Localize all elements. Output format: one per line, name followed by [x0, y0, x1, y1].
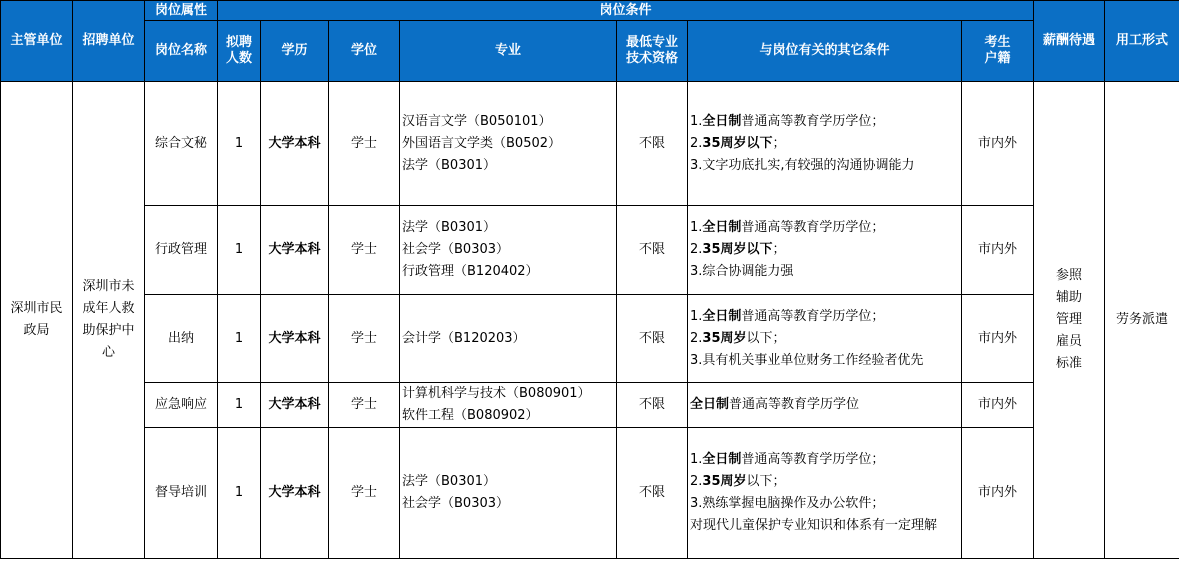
condition-bold: 全日制 [690, 397, 730, 412]
header-major: 专业 [400, 21, 617, 82]
hukou-cell: 市内外 [962, 428, 1034, 559]
other-conditions-cell [688, 383, 962, 428]
recruit-unit-cell: 深圳市未成年人救助保护中心 [73, 82, 145, 559]
min-qual-cell: 不限 [617, 295, 688, 383]
other-conditions-cell [688, 295, 962, 383]
condition-prefix: 1. [690, 308, 703, 324]
header-education: 学历 [261, 21, 329, 82]
employ-cell: 劳务派遣 [1105, 82, 1179, 559]
major-item: 社会学（B0303） [402, 496, 510, 511]
education-cell: 大学本科 [261, 428, 329, 559]
condition-line [690, 493, 959, 515]
min-qual-cell: 不限 [617, 428, 688, 559]
degree-cell: 学士 [329, 295, 400, 383]
count-cell: 1 [218, 383, 261, 428]
salary-cell: 参照辅助管理雇员标准 [1034, 82, 1105, 559]
condition-prefix: 2. [690, 474, 703, 489]
major-item: 会计学（B120203） [402, 330, 526, 346]
education-cell: 大学本科 [261, 206, 329, 295]
major-cell [400, 82, 617, 206]
table-row [1, 82, 1179, 206]
header-hukou: 考生 户籍 [962, 21, 1034, 82]
condition-line [690, 471, 959, 493]
condition-prefix: 2. [690, 330, 703, 346]
major-cell [400, 295, 617, 383]
main-unit-cell: 深圳市民政局 [1, 82, 73, 559]
other-conditions-cell [688, 82, 962, 206]
condition-suffix: 普通高等教育学历学位； [741, 220, 885, 235]
degree-cell: 学士 [329, 82, 400, 206]
condition-line [690, 306, 959, 328]
min-qual-cell: 不限 [617, 82, 688, 206]
count-cell: 1 [218, 428, 261, 559]
education-cell: 大学本科 [261, 383, 329, 428]
condition-bold: 35周岁以下 [702, 135, 773, 151]
header-recruit-unit: 招聘单位 [73, 1, 145, 82]
header-post-name: 岗位名称 [145, 21, 218, 82]
condition-line [690, 515, 959, 537]
post-name-cell: 行政管理 [145, 206, 218, 295]
condition-prefix: 3.综合协调能力强 [690, 264, 794, 279]
count-cell: 1 [218, 206, 261, 295]
education-cell: 大学本科 [261, 295, 329, 383]
condition-prefix: 3.具有机关事业单位财务工作经验者优先 [690, 352, 924, 368]
condition-line [690, 350, 959, 372]
table-row [1, 206, 1179, 295]
table-row [1, 295, 1179, 383]
post-name-cell: 出纳 [145, 295, 218, 383]
condition-line [690, 449, 959, 471]
hukou-cell: 市内外 [962, 206, 1034, 295]
condition-suffix: 以下； [746, 330, 786, 346]
header-degree: 学位 [329, 21, 400, 82]
major-cell [400, 206, 617, 295]
condition-bold: 全日制 [702, 220, 742, 235]
header-salary: 薪酬待遇 [1034, 1, 1105, 82]
header-post-cond: 岗位条件 [218, 1, 1034, 21]
post-name-cell: 督导培训 [145, 428, 218, 559]
condition-bold: 35周岁 [702, 330, 747, 346]
degree-cell: 学士 [329, 206, 400, 295]
condition-bold: 全日制 [702, 308, 742, 324]
table-row [1, 383, 1179, 428]
hukou-cell: 市内外 [962, 295, 1034, 383]
major-item: 汉语言文学（B050101） [402, 113, 552, 129]
condition-line [690, 111, 959, 133]
other-conditions-cell [688, 206, 962, 295]
post-name-cell: 综合文秘 [145, 82, 218, 206]
hukou-cell: 市内外 [962, 82, 1034, 206]
header-min-qual: 最低专业 技术资格 [617, 21, 688, 82]
min-qual-cell: 不限 [617, 206, 688, 295]
condition-prefix: 1. [690, 220, 703, 235]
degree-cell: 学士 [329, 383, 400, 428]
condition-suffix: ； [772, 242, 786, 257]
major-item: 软件工程（B080902） [402, 408, 539, 423]
condition-line [690, 261, 959, 283]
count-cell: 1 [218, 295, 261, 383]
major-cell [400, 383, 617, 428]
major-cell [400, 428, 617, 559]
condition-suffix: ； [772, 135, 786, 151]
condition-prefix: 1. [690, 113, 703, 129]
other-conditions-cell [688, 428, 962, 559]
condition-line [690, 239, 959, 261]
condition-prefix: 对现代儿童保护专业知识和体系有一定理解 [690, 518, 938, 533]
header-employ: 用工形式 [1105, 1, 1179, 82]
header-post-attr: 岗位属性 [145, 1, 218, 21]
header-main-unit: 主管单位 [1, 1, 73, 82]
condition-prefix: 3.熟练掌握电脑操作及办公软件； [690, 496, 885, 511]
condition-suffix: 普通高等教育学历学位； [741, 308, 885, 324]
major-item: 计算机科学与技术（B080901） [402, 386, 591, 401]
condition-line [690, 155, 959, 177]
major-item: 法学（B0301） [402, 474, 497, 489]
condition-prefix: 1. [690, 452, 703, 467]
major-item: 法学（B0301） [402, 220, 497, 235]
min-qual-cell: 不限 [617, 383, 688, 428]
condition-prefix: 2. [690, 135, 703, 151]
major-item: 行政管理（B120402） [402, 264, 539, 279]
condition-bold: 全日制 [702, 452, 742, 467]
condition-prefix: 3.文字功底扎实,有较强的沟通协调能力 [690, 157, 915, 173]
condition-bold: 35周岁 [702, 474, 747, 489]
condition-bold: 35周岁以下 [702, 242, 773, 257]
major-item: 法学（B0301） [402, 157, 497, 173]
education-cell: 大学本科 [261, 82, 329, 206]
condition-bold: 全日制 [702, 113, 742, 129]
condition-line [690, 217, 959, 239]
major-item: 外国语言文学类（B0502） [402, 135, 562, 151]
hukou-cell: 市内外 [962, 383, 1034, 428]
condition-suffix: 以下； [746, 474, 786, 489]
condition-prefix: 2. [690, 242, 703, 257]
condition-suffix: 普通高等教育学历学位； [741, 113, 885, 129]
condition-suffix: 普通高等教育学历学位； [741, 452, 885, 467]
table-row [1, 428, 1179, 559]
header-count: 拟聘 人数 [218, 21, 261, 82]
header-other-conditions: 与岗位有关的其它条件 [688, 21, 962, 82]
condition-suffix: 普通高等教育学历学位 [729, 397, 860, 412]
count-cell: 1 [218, 82, 261, 206]
condition-line [690, 133, 959, 155]
condition-line [690, 394, 959, 416]
degree-cell: 学士 [329, 428, 400, 559]
condition-line [690, 328, 959, 350]
post-name-cell: 应急响应 [145, 383, 218, 428]
major-item: 社会学（B0303） [402, 242, 510, 257]
